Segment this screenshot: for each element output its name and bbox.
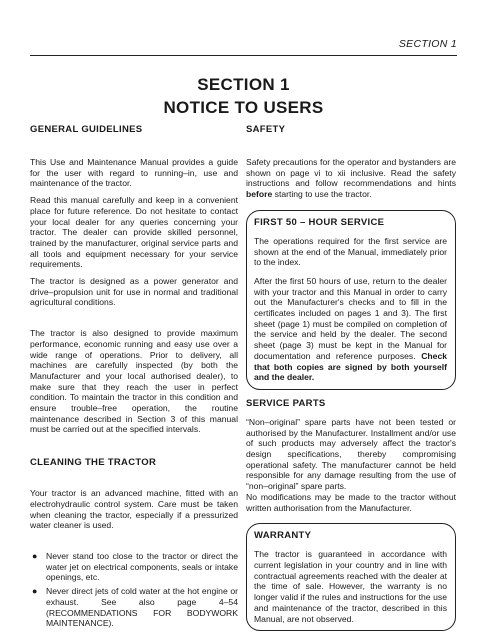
right-column bbox=[246, 124, 456, 631]
general-guidelines-heading: GENERAL GUIDELINES bbox=[30, 124, 143, 135]
safety-emphasis: before bbox=[246, 189, 273, 200]
safety-text-end: starting to use the tractor. bbox=[272, 189, 372, 200]
service-parts-heading: SERVICE PARTS bbox=[246, 397, 326, 409]
left-column bbox=[30, 124, 238, 632]
first-service-box bbox=[246, 210, 456, 390]
service-parts-paragraph-2: No modifications may be made to the tractor without written authorisation from the Manufacturer. bbox=[246, 491, 456, 513]
bullet-text: Never stand too close to the tractor or direct the water jet on electrical components, seals or intake openings, etc. bbox=[46, 550, 238, 583]
general-paragraph-4: The tractor is also designed to provide maximum performance, economic running and easy use over a wide range of operations. Prior to delivery, all machines are carefully inspected (by both the Manufacturer and your local authorised dealer), to make sure that they reach the user in perfect condition. To maintain the tractor in this condition and ensure trouble–free operation, the routine maintenance described in Section 3 of this manual must be carried out at the specified intervals. bbox=[30, 328, 238, 435]
first-service-text: After the first 50 hours of use, return to the dealer with your tractor and this Manual in order to carry out the Manufacturer's checks and to fill in the certificates included on pages 1 and 3). The first sheet (page 1) must be compiled on completion of the service and held by the dealer. The second sheet (page 3) must be kept in the Manual for documentation and reference purposes. bbox=[254, 275, 447, 361]
first-service-emphasis: Check that both copies are signed by both yourself and the dealer. bbox=[254, 350, 447, 383]
general-paragraph-1: This Use and Maintenance Manual provides a guide for the user with regard to running–in, use and maintenance of the tractor. bbox=[30, 157, 238, 189]
safety-paragraph bbox=[246, 157, 456, 200]
warranty-box bbox=[246, 523, 456, 631]
bullet-icon: ● bbox=[32, 550, 38, 561]
list-item bbox=[30, 586, 238, 629]
section-title: SECTION 1 bbox=[197, 75, 290, 94]
section-header-label: SECTION 1 bbox=[398, 38, 457, 50]
cleaning-heading: CLEANING THE TRACTOR bbox=[30, 457, 157, 469]
warranty-paragraph: The tractor is guaranteed in accordance with current legislation in your country and in line with contractual agreements reached with the dealer at the time of sale. However, the warranty is no longer valid if the rules and instructions for the use and maintenance of the tractor, described in this Manual, are not observed. bbox=[254, 549, 447, 624]
safety-text: Safety precautions for the operator and bystanders are shown on page vi to xii inclusive. Read the safety instructions and follow recommendations and hints bbox=[246, 157, 456, 189]
cleaning-paragraph: Your tractor is an advanced machine, fitted with an electrohydraulic control system. Care must be taken when cleaning the tractor, especially if a pressurized water cleaner is used. bbox=[30, 488, 238, 531]
bullet-icon: ● bbox=[32, 586, 38, 597]
page-title: NOTICE TO USERS bbox=[163, 98, 324, 117]
warranty-heading: WARRANTY bbox=[254, 530, 312, 542]
first-service-paragraph-1: The operations required for the first service are shown at the end of the Manual, immediately prior to the index. bbox=[254, 235, 447, 268]
bullet-text: Never direct jets of cold water at the hot engine or exhaust. See also page 4–54 (RECOMMENDATIONS FOR BODYWORK MAINTENANCE). bbox=[46, 586, 238, 629]
header-rule bbox=[30, 55, 457, 56]
cleaning-bullet-list bbox=[30, 551, 238, 629]
first-service-paragraph-2 bbox=[254, 276, 447, 383]
list-item bbox=[30, 551, 238, 583]
general-paragraph-3: The tractor is designed as a power generator and drive–propulsion unit for use in normal and traditional agricultural conditions. bbox=[30, 276, 238, 308]
safety-heading: SAFETY bbox=[246, 124, 286, 135]
service-parts-paragraph-1: “Non–original” spare parts have not been tested or authorised by the Manufacturer. Installment and/or use of such products may adversely affect the tractor's design specifications, thereby compromising operational safety. The manufacturer cannot be held responsible for any damage resulting from the use of “non–original” spare parts. bbox=[246, 416, 456, 492]
general-paragraph-2: Read this manual carefully and keep in a convenient place for future reference. Do not hesitate to contact your local dealer for any queries concerning your tractor. The dealer can provide skilled personnel, trained by the manufacturer, original service parts and all tools and equipment necessary for your service requirements. bbox=[30, 195, 238, 270]
first-service-heading: FIRST 50 – HOUR SERVICE bbox=[254, 216, 385, 228]
